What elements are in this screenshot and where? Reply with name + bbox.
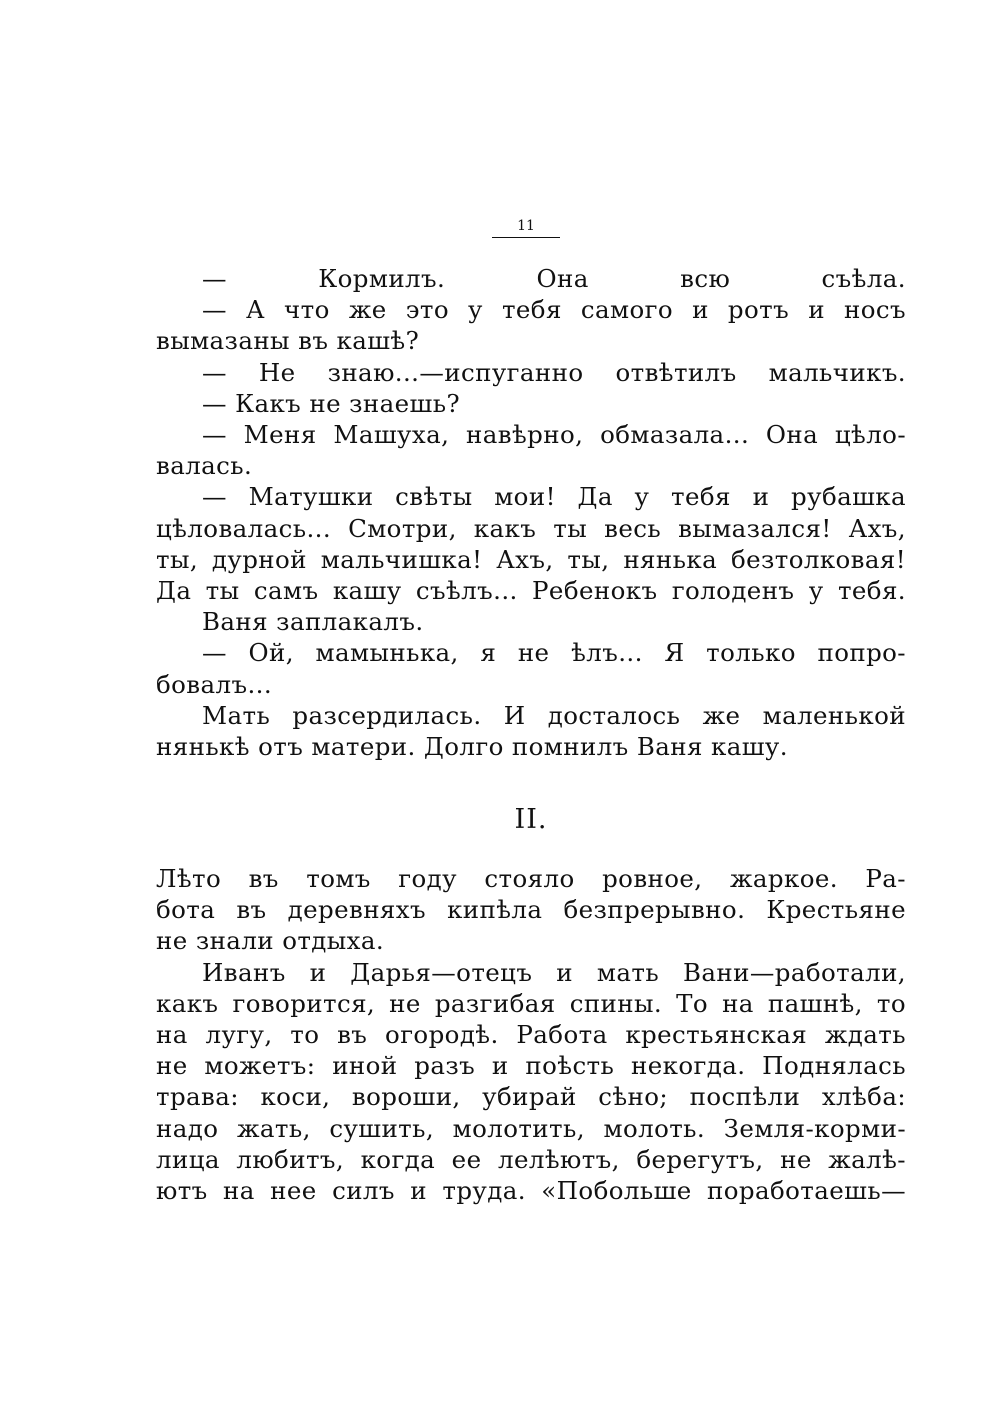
text-line: ютъ на нее силъ и труда. «Побольше поработаешь— (156, 1176, 906, 1206)
text-line: — Не знаю...—испуганно отвѣтилъ мальчикъ. (202, 357, 906, 387)
text-line: вымазаны въ кашѣ? (156, 326, 420, 356)
text-line: Иванъ и Дарья—отецъ и мать Вани—работали, (202, 957, 906, 987)
text-line: трава: коси, вороши, убирай сѣно; поспѣли хлѣба: (156, 1082, 906, 1112)
text-line: бовалъ... (156, 669, 273, 699)
text-line: ты, дурной мальчишка! Ахъ, ты, нянька безтолковая! (156, 544, 906, 574)
chapter-heading: II. (514, 804, 548, 835)
text-line: цѣловалась... Смотри, какъ ты весь вымазался! Ахъ, (156, 513, 906, 543)
text-line: нянькѣ отъ матери. Долго помнилъ Ваня кашу. (156, 732, 788, 762)
text-line: какъ говорится, не разгибая спины. То на пашнѣ, то (156, 988, 906, 1018)
text-line: лица любитъ, когда ее лелѣютъ, берегутъ, не жалѣ- (156, 1144, 906, 1174)
text-line: — Кормилъ. Она всю съѣла. (202, 264, 906, 293)
text-line: не знали отдыха. (156, 926, 385, 956)
text-line: бота въ деревняхъ кипѣла безпрерывно. Крестьяне (156, 895, 906, 925)
text-line: — А что же это у тебя самого и ротъ и носъ (202, 295, 906, 325)
text-line: — Меня Машуха, навѣрно, обмазала... Она цѣло- (202, 420, 906, 450)
text-block-dialogue (156, 263, 906, 762)
page-number: 11 (492, 217, 560, 238)
text-block-chapter (156, 863, 906, 1206)
text-line: Ваня заплакалъ. (202, 607, 424, 637)
text-line: Мать разсердилась. И досталось же маленькой (202, 700, 906, 730)
text-line: на лугу, то въ огородѣ. Работа крестьянская ждать (156, 1020, 906, 1050)
text-line: надо жать, сушить, молотить, молоть. Земля-корми- (156, 1113, 906, 1143)
text-line: валась. (156, 451, 253, 481)
text-line: не можетъ: иной разъ и поѣсть некогда. Поднялась (156, 1051, 906, 1081)
text-line: — Какъ не знаешь? (202, 388, 461, 418)
text-line: Лѣто въ томъ году стояло ровное, жаркое. Ра- (156, 864, 906, 893)
text-line: Да ты самъ кашу съѣлъ... Ребенокъ голоденъ у тебя. (156, 576, 906, 606)
text-line: — Ой, мамынька, я не ѣлъ... Я только попро- (202, 638, 906, 668)
text-line: — Матушки свѣты мои! Да у тебя и рубашка (202, 482, 906, 512)
